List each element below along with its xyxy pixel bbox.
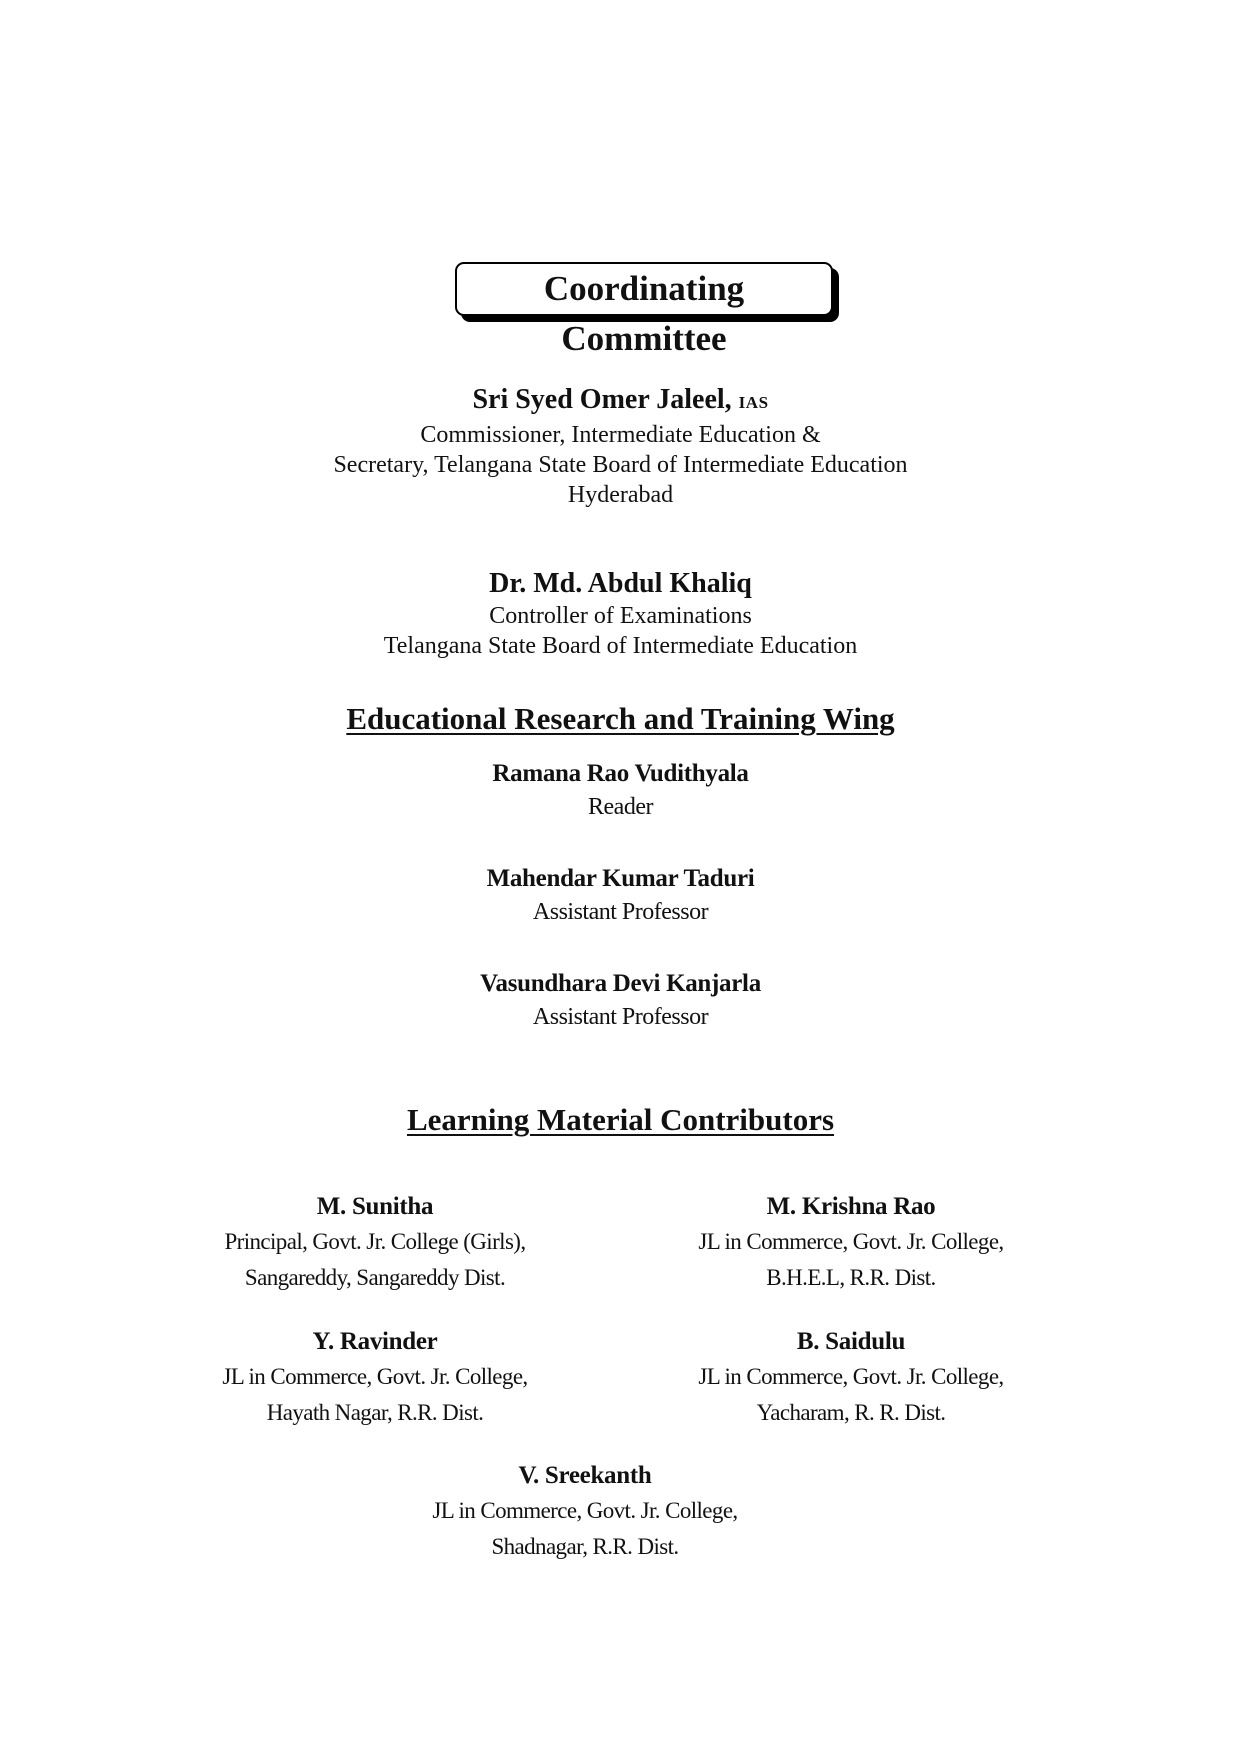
contributor-1 <box>165 1190 585 1296</box>
contributor-name: M. Sunitha <box>316 1193 434 1220</box>
ertw-member-role: Assistant Professor <box>532 1004 709 1030</box>
ertw-member-name: Vasundhara Devi Kanjarla <box>480 970 761 997</box>
contributor-line: Principal, Govt. Jr. College (Girls), <box>224 1229 526 1254</box>
ertw-member-3 <box>0 968 1241 1034</box>
contributor-line: Yacharam, R. R. Dist. <box>756 1400 946 1425</box>
contributor-name: Y. Ravinder <box>312 1328 438 1355</box>
contributor-2 <box>641 1190 1061 1296</box>
contributor-line: Hayath Nagar, R.R. Dist. <box>266 1400 484 1425</box>
contributors-heading: Learning Material Contributors <box>406 1102 835 1137</box>
member-line: Controller of Examinations <box>489 603 752 629</box>
contributor-4 <box>641 1325 1061 1431</box>
ertw-member-name: Ramana Rao Vudithyala <box>492 760 749 787</box>
member-line: Telangana State Board of Intermediate Education <box>383 633 858 659</box>
contributor-line: Shadnagar, R.R. Dist. <box>491 1534 679 1559</box>
ertw-member-name: Mahendar Kumar Taduri <box>486 865 755 892</box>
member-line: Commissioner, Intermediate Education & <box>420 422 821 448</box>
ertw-heading: Educational Research and Training Wing <box>346 701 895 736</box>
member-suffix: IAS <box>738 393 769 412</box>
contributor-line: JL in Commerce, Govt. Jr. College, <box>698 1229 1004 1254</box>
ertw-member-role: Reader <box>588 794 653 820</box>
contributor-line: JL in Commerce, Govt. Jr. College, <box>698 1364 1004 1389</box>
ertw-member-role: Assistant Professor <box>532 899 709 925</box>
contributor-line: JL in Commerce, Govt. Jr. College, <box>222 1364 528 1389</box>
ertw-member-1 <box>0 758 1241 824</box>
member-line: Secretary, Telangana State Board of Intermediate Education <box>333 452 908 478</box>
member-name-text: Sri Syed Omer Jaleel, <box>472 384 732 415</box>
contributor-5 <box>375 1459 795 1565</box>
title-box <box>455 262 839 358</box>
contributor-line: Sangareddy, Sangareddy Dist. <box>244 1265 506 1290</box>
contributor-name: V. Sreekanth <box>518 1462 652 1489</box>
contributor-line: JL in Commerce, Govt. Jr. College, <box>432 1498 738 1523</box>
member-line: Hyderabad <box>567 482 674 508</box>
contributor-name: M. Krishna Rao <box>766 1193 936 1220</box>
committee-member-2 <box>0 567 1241 661</box>
committee-member-1 <box>0 383 1241 510</box>
contributor-line: B.H.E.L, R.R. Dist. <box>766 1265 936 1290</box>
contributor-3 <box>165 1325 585 1431</box>
committee-member-name: Dr. Md. Abdul Khaliq <box>489 568 752 599</box>
committee-member-name <box>0 383 1241 420</box>
contributor-name: B. Saidulu <box>796 1328 906 1355</box>
page-title: Coordinating Committee <box>455 262 833 316</box>
ertw-member-2 <box>0 863 1241 929</box>
